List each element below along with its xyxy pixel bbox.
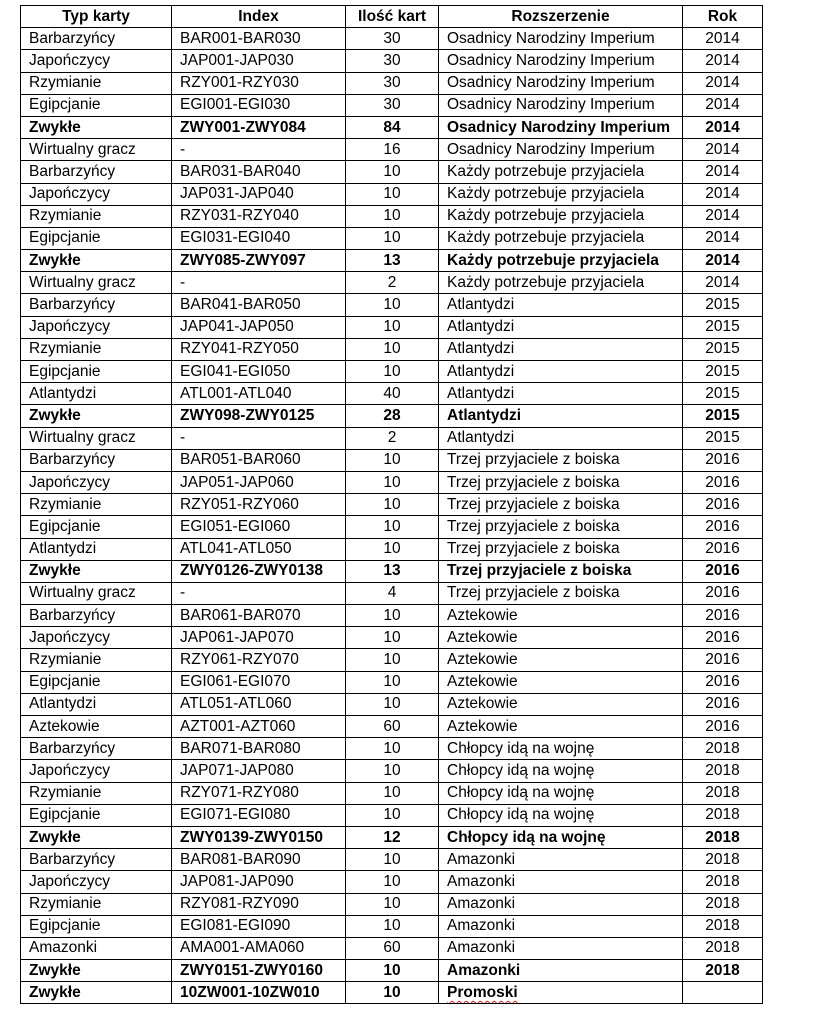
table-row bbox=[21, 50, 763, 72]
cell-count: 10 bbox=[346, 649, 439, 671]
cell-count: 30 bbox=[346, 50, 439, 72]
table-row bbox=[21, 582, 763, 604]
cell-index: ZWY0139-ZWY0150 bbox=[172, 826, 346, 848]
cell-type: Japończycy bbox=[21, 316, 172, 338]
table-row bbox=[21, 627, 763, 649]
cell-index: AZT001-AZT060 bbox=[172, 716, 346, 738]
table-row bbox=[21, 560, 763, 582]
cell-expansion: Chłopcy idą na wojnę bbox=[439, 738, 683, 760]
table-row bbox=[21, 982, 763, 1004]
cell-type: Aztekowie bbox=[21, 716, 172, 738]
table-row bbox=[21, 272, 763, 294]
cell-count: 10 bbox=[346, 227, 439, 249]
cell-count: 2 bbox=[346, 427, 439, 449]
cell-expansion: Chłopcy idą na wojnę bbox=[439, 826, 683, 848]
cell-year: 2016 bbox=[683, 627, 763, 649]
table-row bbox=[21, 427, 763, 449]
cell-index: ATL041-ATL050 bbox=[172, 538, 346, 560]
cell-index: ZWY098-ZWY0125 bbox=[172, 405, 346, 427]
cell-type: Egipcjanie bbox=[21, 516, 172, 538]
cell-type: Egipcjanie bbox=[21, 227, 172, 249]
cell-type: Barbarzyńcy bbox=[21, 294, 172, 316]
cell-count: 10 bbox=[346, 782, 439, 804]
table-row bbox=[21, 116, 763, 138]
cell-index: EGI061-EGI070 bbox=[172, 671, 346, 693]
cell-expansion: Osadnicy Narodziny Imperium bbox=[439, 116, 683, 138]
header-count: Ilość kart bbox=[346, 6, 439, 28]
cell-count: 10 bbox=[346, 738, 439, 760]
cell-type: Barbarzyńcy bbox=[21, 161, 172, 183]
cell-expansion: Aztekowie bbox=[439, 627, 683, 649]
cell-year: 2016 bbox=[683, 560, 763, 582]
cell-year: 2014 bbox=[683, 50, 763, 72]
cell-type: Egipcjanie bbox=[21, 94, 172, 116]
table-row bbox=[21, 494, 763, 516]
cell-expansion: Każdy potrzebuje przyjaciela bbox=[439, 227, 683, 249]
cell-index: - bbox=[172, 582, 346, 604]
cell-type: Wirtualny gracz bbox=[21, 139, 172, 161]
cell-year: 2014 bbox=[683, 139, 763, 161]
cell-count: 10 bbox=[346, 871, 439, 893]
cell-count: 60 bbox=[346, 716, 439, 738]
cell-expansion: Każdy potrzebuje przyjaciela bbox=[439, 205, 683, 227]
cell-year: 2015 bbox=[683, 427, 763, 449]
cell-count: 10 bbox=[346, 294, 439, 316]
table-row bbox=[21, 960, 763, 982]
cell-type: Egipcjanie bbox=[21, 671, 172, 693]
cell-type: Japończycy bbox=[21, 627, 172, 649]
table-row bbox=[21, 94, 763, 116]
cell-count: 30 bbox=[346, 94, 439, 116]
cell-expansion: Osadnicy Narodziny Imperium bbox=[439, 94, 683, 116]
cell-type: Japończycy bbox=[21, 871, 172, 893]
cell-year: 2016 bbox=[683, 605, 763, 627]
cell-index: - bbox=[172, 139, 346, 161]
cell-expansion: Chłopcy idą na wojnę bbox=[439, 782, 683, 804]
table-row bbox=[21, 338, 763, 360]
cell-year: 2016 bbox=[683, 649, 763, 671]
cell-count: 10 bbox=[346, 205, 439, 227]
cell-index: EGI041-EGI050 bbox=[172, 361, 346, 383]
cell-type: Japończycy bbox=[21, 760, 172, 782]
cell-type: Zwykłe bbox=[21, 960, 172, 982]
cell-expansion: Osadnicy Narodziny Imperium bbox=[439, 139, 683, 161]
cell-year: 2015 bbox=[683, 405, 763, 427]
table-row bbox=[21, 649, 763, 671]
cell-index: JAP041-JAP050 bbox=[172, 316, 346, 338]
cell-year: 2015 bbox=[683, 294, 763, 316]
cell-count: 10 bbox=[346, 982, 439, 1004]
cell-type: Rzymianie bbox=[21, 649, 172, 671]
cell-index: JAP071-JAP080 bbox=[172, 760, 346, 782]
cell-expansion: Atlantydzi bbox=[439, 361, 683, 383]
table-row bbox=[21, 449, 763, 471]
cell-year: 2018 bbox=[683, 849, 763, 871]
cell-index: 10ZW001-10ZW010 bbox=[172, 982, 346, 1004]
cell-type: Wirtualny gracz bbox=[21, 582, 172, 604]
cell-index: JAP061-JAP070 bbox=[172, 627, 346, 649]
cell-type: Zwykłe bbox=[21, 116, 172, 138]
table-row bbox=[21, 738, 763, 760]
cell-count: 10 bbox=[346, 538, 439, 560]
cell-expansion: Każdy potrzebuje przyjaciela bbox=[439, 272, 683, 294]
cell-year: 2015 bbox=[683, 361, 763, 383]
cell-type: Japończycy bbox=[21, 183, 172, 205]
cell-count: 10 bbox=[346, 183, 439, 205]
cell-type: Zwykłe bbox=[21, 982, 172, 1004]
header-type: Typ karty bbox=[21, 6, 172, 28]
cell-expansion: Trzej przyjaciele z boiska bbox=[439, 516, 683, 538]
cell-type: Zwykłe bbox=[21, 405, 172, 427]
table-row bbox=[21, 28, 763, 50]
cell-count: 10 bbox=[346, 893, 439, 915]
table-row bbox=[21, 937, 763, 959]
cell-type: Zwykłe bbox=[21, 250, 172, 272]
cell-type: Rzymianie bbox=[21, 782, 172, 804]
cell-year: 2016 bbox=[683, 716, 763, 738]
cell-index: EGI081-EGI090 bbox=[172, 915, 346, 937]
cell-expansion: Amazonki bbox=[439, 849, 683, 871]
cell-expansion: Aztekowie bbox=[439, 671, 683, 693]
table-row bbox=[21, 183, 763, 205]
cell-index: RZY071-RZY080 bbox=[172, 782, 346, 804]
cell-count: 40 bbox=[346, 383, 439, 405]
cell-expansion: Każdy potrzebuje przyjaciela bbox=[439, 250, 683, 272]
cell-year: 2015 bbox=[683, 338, 763, 360]
table-row bbox=[21, 383, 763, 405]
cell-expansion: Atlantydzi bbox=[439, 405, 683, 427]
header-expansion: Rozszerzenie bbox=[439, 6, 683, 28]
table-row bbox=[21, 405, 763, 427]
cell-year: 2014 bbox=[683, 72, 763, 94]
cell-expansion: Trzej przyjaciele z boiska bbox=[439, 471, 683, 493]
cell-count: 10 bbox=[346, 915, 439, 937]
table-row bbox=[21, 316, 763, 338]
cell-type: Atlantydzi bbox=[21, 383, 172, 405]
table-row bbox=[21, 538, 763, 560]
cell-year: 2016 bbox=[683, 671, 763, 693]
cell-year: 2018 bbox=[683, 871, 763, 893]
cell-index: ATL001-ATL040 bbox=[172, 383, 346, 405]
cell-index: RZY051-RZY060 bbox=[172, 494, 346, 516]
table-row bbox=[21, 471, 763, 493]
cell-expansion: Aztekowie bbox=[439, 605, 683, 627]
cell-index: BAR041-BAR050 bbox=[172, 294, 346, 316]
cell-expansion: Amazonki bbox=[439, 960, 683, 982]
cell-year: 2014 bbox=[683, 250, 763, 272]
cell-index: BAR071-BAR080 bbox=[172, 738, 346, 760]
cell-count: 13 bbox=[346, 250, 439, 272]
cell-expansion: Osadnicy Narodziny Imperium bbox=[439, 72, 683, 94]
cell-type: Barbarzyńcy bbox=[21, 738, 172, 760]
cell-count: 10 bbox=[346, 693, 439, 715]
table-row bbox=[21, 605, 763, 627]
header-year: Rok bbox=[683, 6, 763, 28]
cell-index: - bbox=[172, 427, 346, 449]
cell-count: 16 bbox=[346, 139, 439, 161]
cell-expansion: Trzej przyjaciele z boiska bbox=[439, 494, 683, 516]
cell-expansion: Aztekowie bbox=[439, 649, 683, 671]
cell-type: Atlantydzi bbox=[21, 693, 172, 715]
cell-type: Rzymianie bbox=[21, 338, 172, 360]
cell-type: Wirtualny gracz bbox=[21, 272, 172, 294]
cell-count: 10 bbox=[346, 960, 439, 982]
cell-year: 2014 bbox=[683, 227, 763, 249]
cell-count: 30 bbox=[346, 28, 439, 50]
cell-index: EGI051-EGI060 bbox=[172, 516, 346, 538]
cell-type: Egipcjanie bbox=[21, 804, 172, 826]
cell-index: RZY031-RZY040 bbox=[172, 205, 346, 227]
cell-year: 2016 bbox=[683, 516, 763, 538]
cell-year: 2016 bbox=[683, 693, 763, 715]
cell-count: 10 bbox=[346, 516, 439, 538]
cell-index: RZY081-RZY090 bbox=[172, 893, 346, 915]
table-row bbox=[21, 804, 763, 826]
cell-year: 2014 bbox=[683, 161, 763, 183]
cell-index: EGI071-EGI080 bbox=[172, 804, 346, 826]
table-row bbox=[21, 250, 763, 272]
cell-count: 2 bbox=[346, 272, 439, 294]
cell-expansion: Atlantydzi bbox=[439, 294, 683, 316]
cell-index: ZWY0126-ZWY0138 bbox=[172, 560, 346, 582]
cell-count: 10 bbox=[346, 494, 439, 516]
cell-year: 2015 bbox=[683, 383, 763, 405]
table-row bbox=[21, 227, 763, 249]
cell-count: 28 bbox=[346, 405, 439, 427]
cell-expansion: Atlantydzi bbox=[439, 427, 683, 449]
cell-index: EGI001-EGI030 bbox=[172, 94, 346, 116]
cell-year: 2018 bbox=[683, 960, 763, 982]
cell-expansion: Każdy potrzebuje przyjaciela bbox=[439, 161, 683, 183]
cell-index: EGI031-EGI040 bbox=[172, 227, 346, 249]
cell-expansion: Amazonki bbox=[439, 871, 683, 893]
cell-index: BAR031-BAR040 bbox=[172, 161, 346, 183]
cell-year: 2014 bbox=[683, 28, 763, 50]
cell-year: 2016 bbox=[683, 471, 763, 493]
cell-year: 2015 bbox=[683, 316, 763, 338]
cell-year: 2014 bbox=[683, 205, 763, 227]
cell-type: Rzymianie bbox=[21, 893, 172, 915]
cell-type: Barbarzyńcy bbox=[21, 28, 172, 50]
cell-index: ZWY0151-ZWY0160 bbox=[172, 960, 346, 982]
cell-count: 10 bbox=[346, 605, 439, 627]
cell-year: 2018 bbox=[683, 893, 763, 915]
cell-type: Barbarzyńcy bbox=[21, 449, 172, 471]
cell-type: Atlantydzi bbox=[21, 538, 172, 560]
table-body bbox=[21, 28, 763, 1004]
table-row bbox=[21, 782, 763, 804]
cell-index: JAP051-JAP060 bbox=[172, 471, 346, 493]
cell-year bbox=[683, 982, 763, 1004]
cell-expansion: Trzej przyjaciele z boiska bbox=[439, 449, 683, 471]
cell-year: 2014 bbox=[683, 272, 763, 294]
cards-table bbox=[20, 5, 763, 1004]
cell-expansion: Trzej przyjaciele z boiska bbox=[439, 582, 683, 604]
cell-type: Japończycy bbox=[21, 471, 172, 493]
cell-count: 10 bbox=[346, 316, 439, 338]
cell-year: 2016 bbox=[683, 582, 763, 604]
cell-index: BAR081-BAR090 bbox=[172, 849, 346, 871]
cell-type: Zwykłe bbox=[21, 560, 172, 582]
table-row bbox=[21, 139, 763, 161]
cell-year: 2014 bbox=[683, 116, 763, 138]
cell-expansion: Osadnicy Narodziny Imperium bbox=[439, 28, 683, 50]
header-index: Index bbox=[172, 6, 346, 28]
table-row bbox=[21, 760, 763, 782]
cell-count: 10 bbox=[346, 338, 439, 360]
cell-type: Barbarzyńcy bbox=[21, 849, 172, 871]
cell-type: Rzymianie bbox=[21, 72, 172, 94]
cell-index: RZY001-RZY030 bbox=[172, 72, 346, 94]
cell-type: Egipcjanie bbox=[21, 361, 172, 383]
table-row bbox=[21, 205, 763, 227]
cell-index: - bbox=[172, 272, 346, 294]
cell-expansion: Atlantydzi bbox=[439, 316, 683, 338]
spellcheck-word: Promoski bbox=[447, 983, 518, 1001]
cell-year: 2018 bbox=[683, 937, 763, 959]
cell-expansion: Atlantydzi bbox=[439, 338, 683, 360]
table-row bbox=[21, 915, 763, 937]
cell-count: 10 bbox=[346, 449, 439, 471]
cell-count: 10 bbox=[346, 471, 439, 493]
table-row bbox=[21, 361, 763, 383]
cell-year: 2018 bbox=[683, 738, 763, 760]
cell-index: JAP031-JAP040 bbox=[172, 183, 346, 205]
cell-expansion: Chłopcy idą na wojnę bbox=[439, 760, 683, 782]
cell-type: Rzymianie bbox=[21, 494, 172, 516]
cell-count: 4 bbox=[346, 582, 439, 604]
cell-count: 10 bbox=[346, 627, 439, 649]
cell-year: 2014 bbox=[683, 94, 763, 116]
table-header-row bbox=[21, 6, 763, 28]
cell-year: 2018 bbox=[683, 804, 763, 826]
cell-index: JAP081-JAP090 bbox=[172, 871, 346, 893]
cell-count: 10 bbox=[346, 849, 439, 871]
cell-expansion: Chłopcy idą na wojnę bbox=[439, 804, 683, 826]
cell-count: 10 bbox=[346, 804, 439, 826]
table-row bbox=[21, 826, 763, 848]
cell-expansion bbox=[439, 982, 683, 1004]
cell-type: Amazonki bbox=[21, 937, 172, 959]
cell-year: 2016 bbox=[683, 449, 763, 471]
cell-count: 60 bbox=[346, 937, 439, 959]
cell-year: 2018 bbox=[683, 760, 763, 782]
table-row bbox=[21, 893, 763, 915]
cell-year: 2016 bbox=[683, 494, 763, 516]
cell-expansion: Osadnicy Narodziny Imperium bbox=[439, 50, 683, 72]
table-row bbox=[21, 294, 763, 316]
cell-expansion: Trzej przyjaciele z boiska bbox=[439, 560, 683, 582]
cell-index: RZY041-RZY050 bbox=[172, 338, 346, 360]
cell-expansion: Amazonki bbox=[439, 915, 683, 937]
cell-count: 12 bbox=[346, 826, 439, 848]
cell-index: ZWY085-ZWY097 bbox=[172, 250, 346, 272]
cell-index: AMA001-AMA060 bbox=[172, 937, 346, 959]
cell-year: 2014 bbox=[683, 183, 763, 205]
cell-type: Zwykłe bbox=[21, 826, 172, 848]
cell-type: Rzymianie bbox=[21, 205, 172, 227]
table-row bbox=[21, 516, 763, 538]
cell-count: 10 bbox=[346, 361, 439, 383]
table-row bbox=[21, 161, 763, 183]
table-row bbox=[21, 849, 763, 871]
cell-year: 2018 bbox=[683, 915, 763, 937]
cell-year: 2018 bbox=[683, 782, 763, 804]
cell-type: Japończycy bbox=[21, 50, 172, 72]
cell-expansion: Amazonki bbox=[439, 893, 683, 915]
cell-type: Egipcjanie bbox=[21, 915, 172, 937]
cell-index: ATL051-ATL060 bbox=[172, 693, 346, 715]
cell-expansion: Amazonki bbox=[439, 937, 683, 959]
cell-year: 2018 bbox=[683, 826, 763, 848]
cell-count: 30 bbox=[346, 72, 439, 94]
cell-count: 84 bbox=[346, 116, 439, 138]
cell-expansion: Każdy potrzebuje przyjaciela bbox=[439, 183, 683, 205]
table-row bbox=[21, 716, 763, 738]
cell-expansion: Aztekowie bbox=[439, 693, 683, 715]
cell-expansion: Trzej przyjaciele z boiska bbox=[439, 538, 683, 560]
cell-index: ZWY001-ZWY084 bbox=[172, 116, 346, 138]
table-row bbox=[21, 72, 763, 94]
cell-index: JAP001-JAP030 bbox=[172, 50, 346, 72]
table-row bbox=[21, 871, 763, 893]
cell-index: BAR051-BAR060 bbox=[172, 449, 346, 471]
cell-index: RZY061-RZY070 bbox=[172, 649, 346, 671]
cell-type: Barbarzyńcy bbox=[21, 605, 172, 627]
table-row bbox=[21, 671, 763, 693]
cell-index: BAR061-BAR070 bbox=[172, 605, 346, 627]
cell-count: 10 bbox=[346, 161, 439, 183]
table-row bbox=[21, 693, 763, 715]
cell-type: Wirtualny gracz bbox=[21, 427, 172, 449]
cell-index: BAR001-BAR030 bbox=[172, 28, 346, 50]
cell-count: 13 bbox=[346, 560, 439, 582]
cell-year: 2016 bbox=[683, 538, 763, 560]
cell-expansion: Atlantydzi bbox=[439, 383, 683, 405]
cell-count: 10 bbox=[346, 760, 439, 782]
cell-count: 10 bbox=[346, 671, 439, 693]
cell-expansion: Aztekowie bbox=[439, 716, 683, 738]
